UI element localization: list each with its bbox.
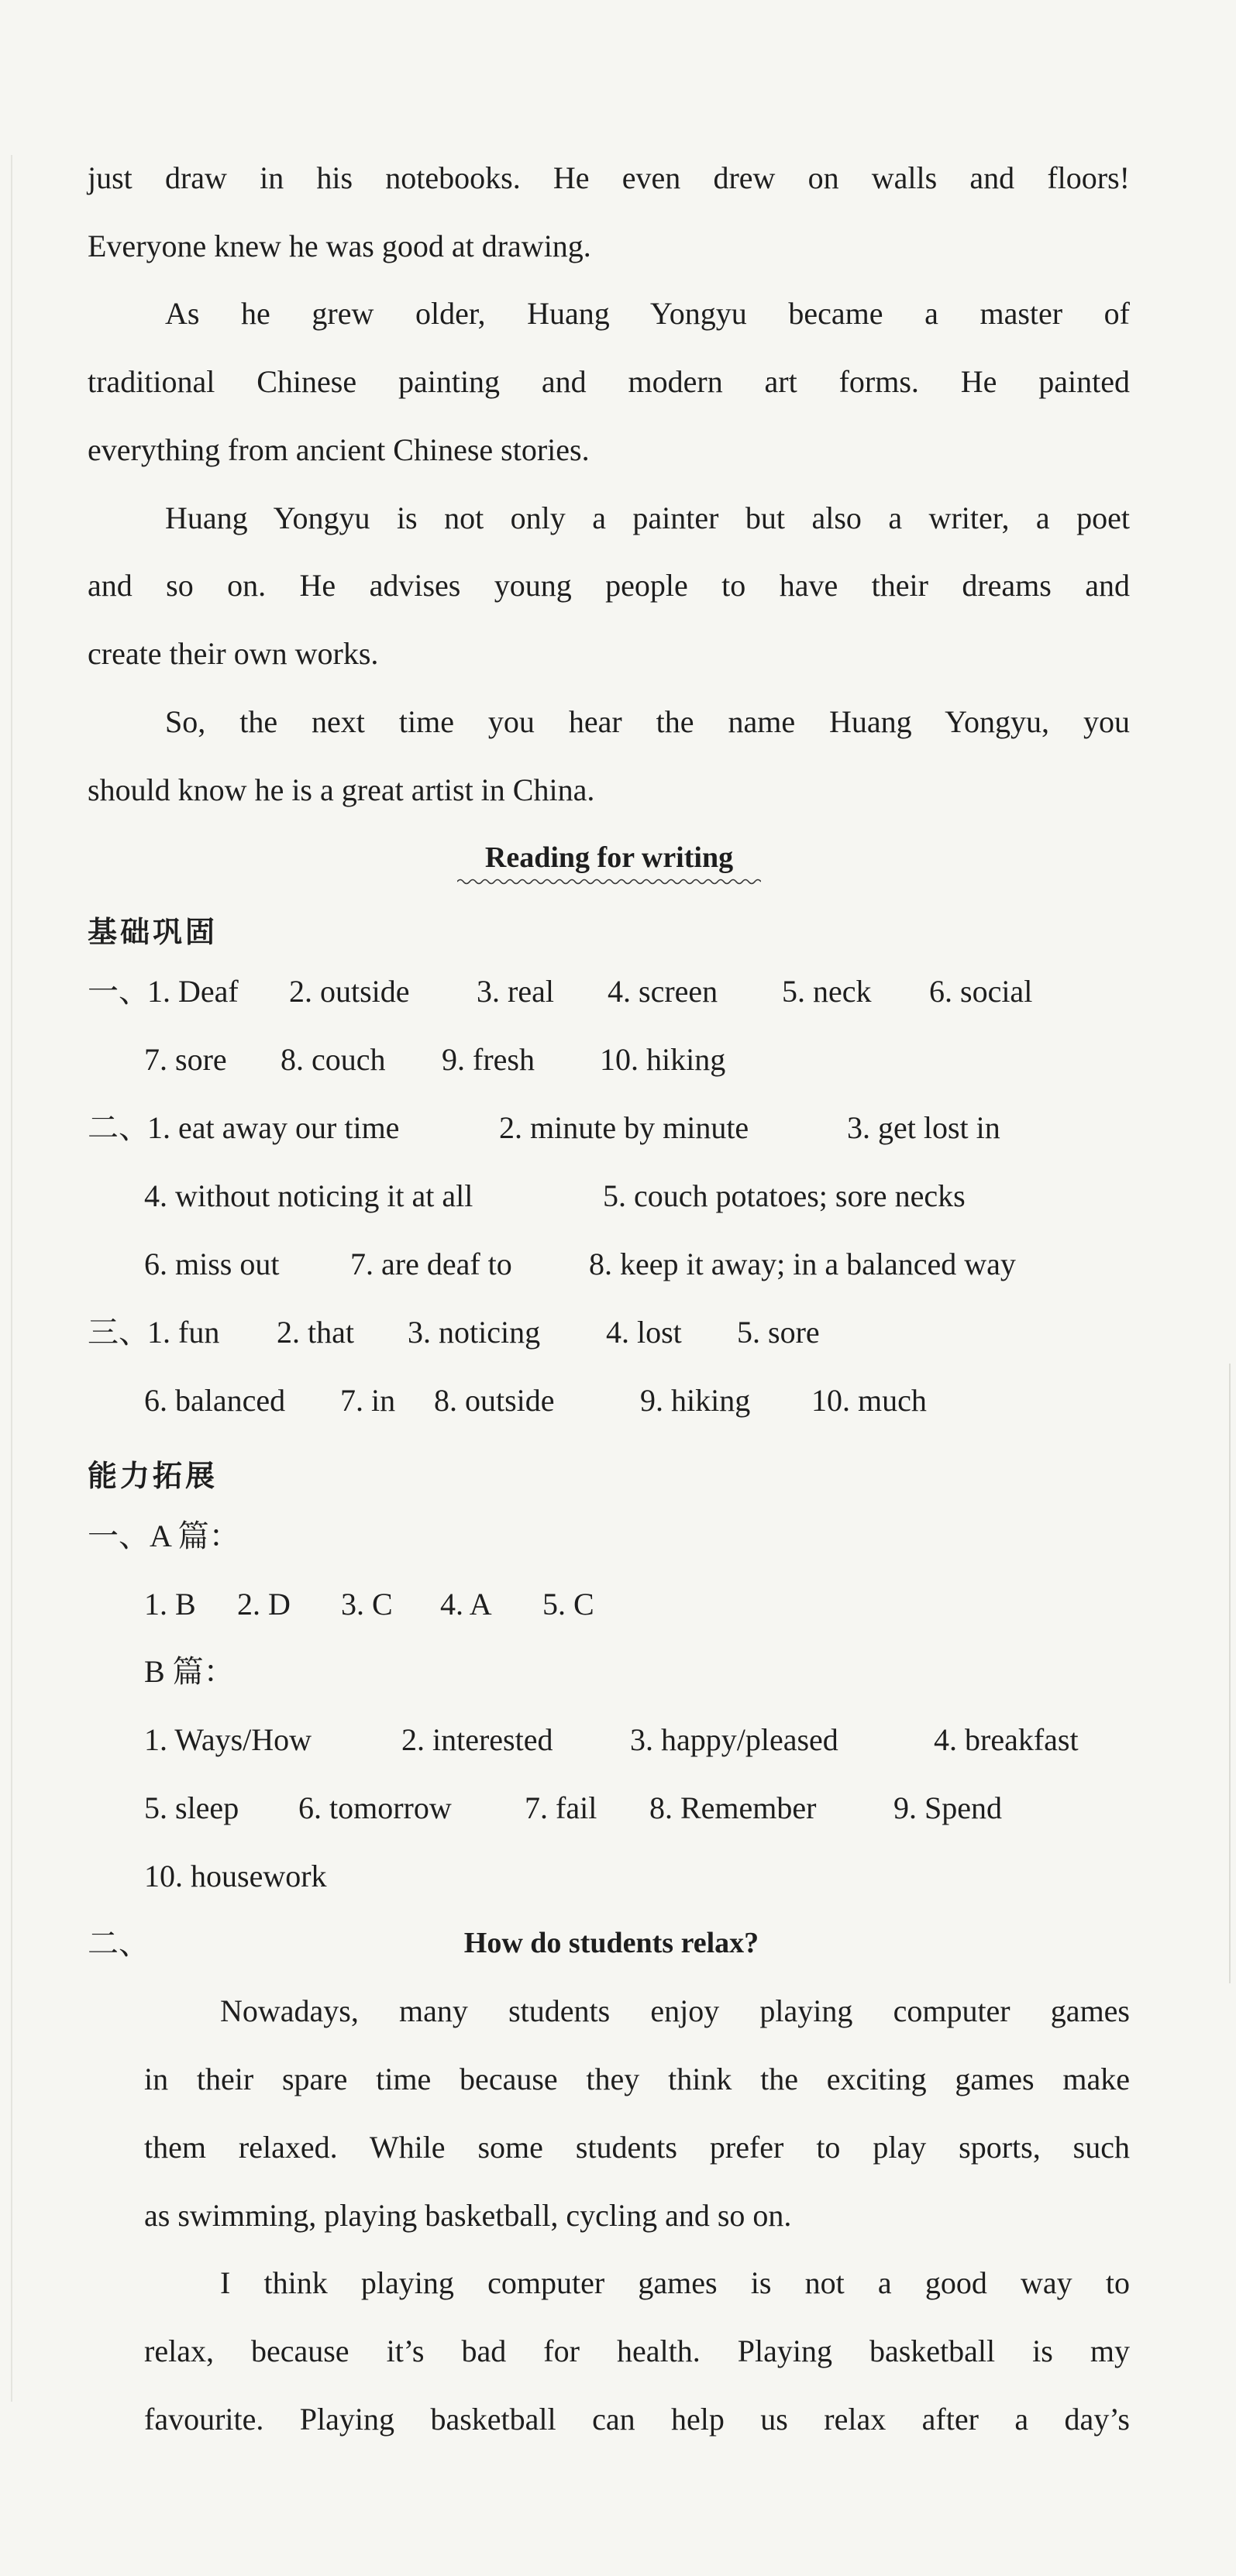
essay-line: I think playing computer games is not a good way to <box>220 2265 1130 2300</box>
answer: 4. breakfast <box>934 1722 1079 1757</box>
answer: 2. D <box>237 1587 291 1622</box>
part-label: 一、A 篇： <box>88 1518 240 1553</box>
answer: 7. are deaf to <box>350 1247 512 1281</box>
answer: 7. sore <box>144 1042 227 1077</box>
passage-line: everything from ancient Chinese stories. <box>88 432 590 467</box>
answer: 4. A <box>440 1587 492 1622</box>
passage-line: Everyone knew he was good at drawing. <box>88 229 591 263</box>
passage-line: Huang Yongyu is not only a painter but also a writer, a poet <box>165 500 1130 535</box>
answer: 2. outside <box>289 974 410 1009</box>
answer: 1. eat away our time <box>147 1110 400 1145</box>
answer: 8. Remember <box>649 1790 817 1825</box>
passage-line: just draw in his notebooks. He even drew on walls and floors! <box>88 160 1130 195</box>
answer: 4. without noticing it at all <box>144 1178 473 1213</box>
page-edge-shadow <box>1229 1364 1231 1983</box>
answer: 2. that <box>277 1315 354 1350</box>
answer: 10. housework <box>144 1859 327 1893</box>
essay-title: How do students relax? <box>463 1927 759 1959</box>
answer: 3. C <box>341 1587 393 1622</box>
section-title: Reading for writing <box>484 841 734 874</box>
answer: 1. Deaf <box>147 974 239 1009</box>
answer: 4. lost <box>606 1315 682 1350</box>
part-label: B 篇： <box>144 1654 235 1689</box>
answer: 4. screen <box>608 974 718 1009</box>
answer: 1. B <box>144 1587 196 1622</box>
essay-line: them relaxed. While some students prefer to play sports, such <box>144 2130 1130 2165</box>
answer: 1. fun <box>147 1315 220 1350</box>
answer: 8. keep it away; in a balanced way <box>589 1247 1016 1281</box>
section-heading: 基础巩固 <box>88 915 219 949</box>
essay-line: in their spare time because they think the exciting games make <box>144 2062 1130 2096</box>
answer: 9. hiking <box>640 1383 751 1418</box>
answer: 6. balanced <box>144 1383 286 1418</box>
answer: 3. real <box>477 974 554 1009</box>
answer: 1. Ways/How <box>144 1722 312 1757</box>
passage-line: should know he is a great artist in China. <box>88 772 595 807</box>
passage-line: So, the next time you hear the name Huang Yongyu, you <box>165 704 1130 739</box>
essay-line: relax, because it’s bad for health. Playing basketball is my <box>144 2334 1130 2368</box>
part-label: 一、 <box>88 974 150 1009</box>
answer: 5. neck <box>782 974 872 1009</box>
answer: 6. social <box>929 974 1033 1009</box>
answer: 10. much <box>811 1383 927 1418</box>
part-label: 二、 <box>88 1926 150 1961</box>
part-label: 三、 <box>88 1315 150 1350</box>
answer: 5. C <box>542 1587 594 1622</box>
answer: 5. sleep <box>144 1790 239 1825</box>
answer: 6. tomorrow <box>298 1790 452 1825</box>
answer: 6. miss out <box>144 1247 280 1281</box>
answer: 3. get lost in <box>847 1110 1000 1145</box>
essay-line: Nowadays, many students enjoy playing computer games <box>220 1993 1130 2028</box>
answer: 8. couch <box>281 1042 386 1077</box>
answer: 10. hiking <box>600 1042 726 1077</box>
answer: 3. noticing <box>408 1315 541 1350</box>
essay-line: favourite. Playing basketball can help us relax after a day’s <box>144 2402 1130 2437</box>
answer: 2. interested <box>401 1722 553 1757</box>
passage-line: traditional Chinese painting and modern art forms. He painted <box>88 364 1130 399</box>
section-heading: 能力拓展 <box>88 1459 219 1493</box>
essay-line: as swimming, playing basketball, cycling and so on. <box>144 2198 792 2233</box>
answer: 7. fail <box>525 1790 597 1825</box>
answer: 7. in <box>340 1383 396 1418</box>
answer: 5. sore <box>737 1315 820 1350</box>
answer: 8. outside <box>434 1383 555 1418</box>
answer: 3. happy/pleased <box>630 1722 838 1757</box>
wavy-underline <box>457 878 761 886</box>
answer: 2. minute by minute <box>499 1110 749 1145</box>
passage-line: create their own works. <box>88 636 379 671</box>
page-edge-shadow <box>11 155 12 2402</box>
part-label: 二、 <box>88 1110 150 1145</box>
passage-line: As he grew older, Huang Yongyu became a master of <box>165 296 1130 331</box>
passage-line: and so on. He advises young people to have their dreams and <box>88 568 1130 603</box>
answer: 5. couch potatoes; sore necks <box>603 1178 966 1213</box>
answer: 9. fresh <box>442 1042 535 1077</box>
answer: 9. Spend <box>893 1790 1002 1825</box>
